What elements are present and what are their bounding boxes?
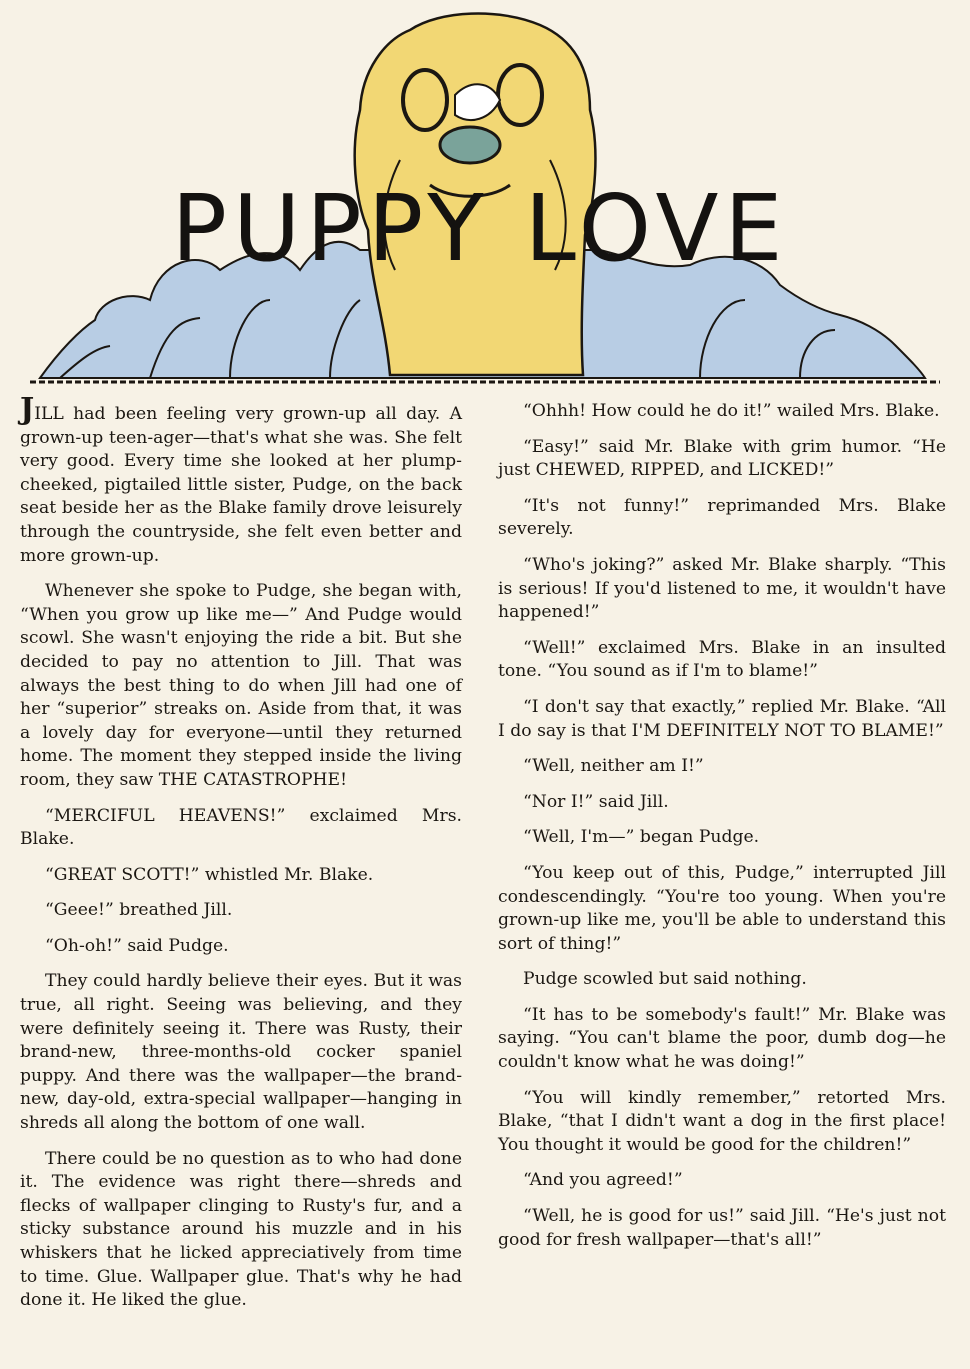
right-column	[498, 400, 946, 1264]
paragraph: “Oh-oh!” said Pudge.	[45, 935, 229, 956]
paragraph: “Easy!” said Mr. Blake with grim humor. “He just CHEWED, RIPPED, and LICKED!”	[498, 436, 946, 481]
paragraph: “Well!” exclaimed Mrs. Blake in an insulted tone. “You sound as if I'm to blame!”	[498, 637, 946, 682]
paragraph: Pudge scowled but said nothing.	[523, 969, 807, 990]
left-column	[20, 392, 462, 1325]
paragraph: “You keep out of this, Pudge,” interrupted Jill condescendingly. “You're too young. When you're grown-up like me, you'll be able to understand this sort of thing!”	[498, 862, 946, 954]
paragraph: “I don't say that exactly,” replied Mr. Blake. “All I do say is that I'M DEFINITELY NOT TO BLAME!”	[498, 696, 946, 741]
paragraph: “Who's joking?” asked Mr. Blake sharply. “This is serious! If you'd listened to me, it wouldn't have happened!”	[498, 554, 946, 623]
paragraph: They could hardly believe their eyes. But it was true, all right. Seeing was believing, and they were definitely seeing it. There was Rusty, their brand-new, three-months-old cocker spaniel puppy. And there was the wallpaper—the brand-new, day-old, extra-special wallpaper—hanging in shreds all along the bottom of one wall.	[20, 971, 462, 1134]
paragraph: “Well, neither am I!”	[523, 756, 704, 777]
paragraph: JILL had been feeling very grown-up all day. A grown-up teen-ager—that's what she was. She felt very good. Every time she looked at her plump-cheeked, pigtailed little sister, Pudge, on the back seat beside her as the Blake family drove leisurely through the countryside, she felt even better and more grown-up.	[20, 392, 462, 566]
page-title: PUPPY LOVE	[171, 175, 789, 282]
paragraph: “Well, I'm—” began Pudge.	[523, 827, 760, 848]
paragraph: There could be no question as to who had done it. The evidence was right there—shreds and flecks of wallpaper clinging to Rusty's fur, and a sticky substance around his muzzle and in his whiskers that he licked appreciatively from time to time. Glue. Wallpaper glue. That's why he had done it. He liked the glue.	[20, 1148, 462, 1311]
paragraph: “Ohhh! How could he do it!” wailed Mrs. Blake.	[523, 401, 940, 421]
paragraph: “MERCIFUL HEAVENS!” exclaimed Mrs. Blake.	[20, 805, 462, 850]
paragraph: “Well, he is good for us!” said Jill. “He's just not good for fresh wallpaper—that's all!”	[498, 1206, 946, 1250]
header-illustration	[0, 0, 970, 400]
paragraph: “Nor I!” said Jill.	[523, 791, 669, 812]
paragraph: “It has to be somebody's fault!” Mr. Blake was saying. “You can't blame the poor, dumb dog—he couldn't know what he was doing!”	[498, 1004, 946, 1073]
paragraph: “You will kindly remember,” retorted Mrs. Blake, “that I didn't want a dog in the first place! You thought it would be good for the children!”	[498, 1087, 946, 1155]
drop-cap: J	[20, 392, 35, 427]
paragraph: “Geee!” breathed Jill.	[45, 900, 233, 921]
paragraph: “It's not funny!” reprimanded Mrs. Blake severely.	[498, 495, 946, 540]
paragraph: Whenever she spoke to Pudge, she began with, “When you grow up like me—” And Pudge would scowl. She wasn't enjoying the ride a bit. But she decided to pay no attention to Jill. That was always the best thing to do when Jill had one of her “superior” streaks on. Aside from that, it was a lovely day for everyone—until they returned home. The moment they stepped inside the living room, they saw THE CATASTROPHE!	[20, 581, 462, 790]
paragraph: “GREAT SCOTT!” whistled Mr. Blake.	[45, 864, 374, 885]
paragraph: “And you agreed!”	[523, 1170, 683, 1191]
